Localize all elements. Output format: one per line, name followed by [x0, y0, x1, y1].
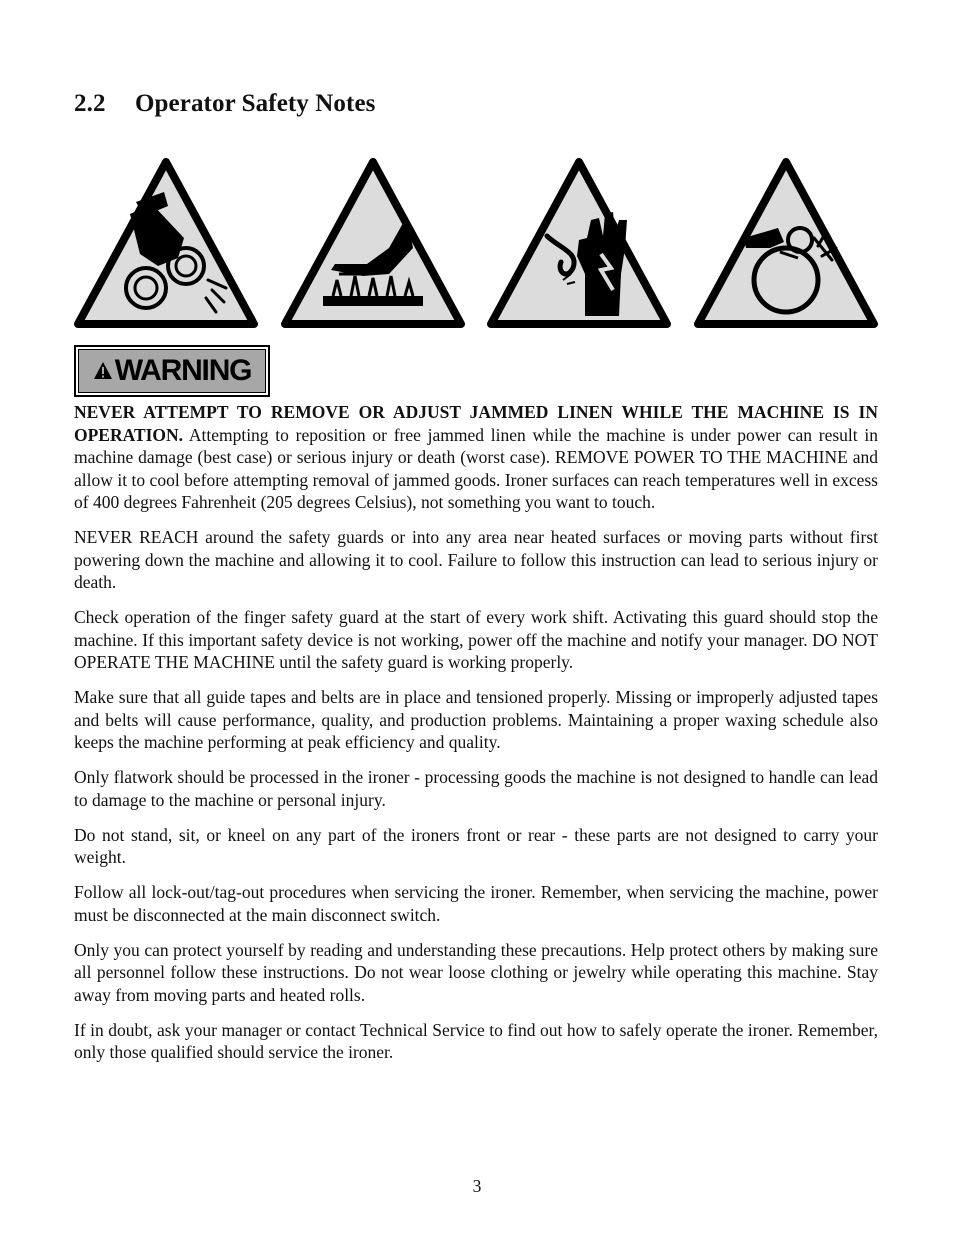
paragraph-9-text: If in doubt, ask your manager or contact Technical Service to find out how to safely operate the ironer. Remember, only those qualified should service the ironer.: [74, 1019, 878, 1062]
warning-label: WARNING: [114, 354, 252, 387]
safety-pictograms: [74, 156, 878, 330]
warning-sign: [74, 345, 270, 397]
paragraph-1-text: Attempting to reposition or free jammed linen while the machine is under power can result in machine damage (best case) or serious injury or death (worst case). REMOVE POWER TO THE MACHINE and allow it to cool before attempting removal of jammed goods. Ironer surfaces can reach temperatures well in excess of 400 degrees Fahrenheit (205 degrees Celsius), not something you want to touch.: [74, 424, 878, 512]
paragraph-8: [74, 939, 878, 1007]
page-title: [74, 90, 375, 118]
nip-point-roller-hand-icon: [694, 156, 878, 330]
warning-triangle-icon: [93, 361, 113, 381]
paragraph-3-text: Check operation of the finger safety guard at the start of every work shift. Activating this guard should stop the machine. If this important safety device is not working, power off the machine and notify your manager. DO NOT OPERATE THE MACHINE until the safety guard is working properly.: [74, 607, 878, 672]
paragraph-1: [74, 401, 878, 514]
paragraph-4-text: Make sure that all guide tapes and belts are in place and tensioned properly. Missing or improperly adjusted tapes and belts will cause performance, quality, and production problems. Maintaining a proper waxing schedule also keeps the machine performing at peak efficiency and quality.: [74, 687, 878, 752]
paragraph-5: [74, 766, 878, 811]
hand-entanglement-rollers-icon: [74, 156, 258, 330]
paragraph-9: [74, 1019, 878, 1064]
paragraph-1-bold: NEVER ATTEMPT TO REMOVE OR ADJUST JAMMED LINEN WHILE THE MACHINE IS IN OPERATION.: [74, 402, 878, 445]
paragraph-5-text: Only flatwork should be processed in the ironer - processing goods the machine is not designed to handle can lead to damage to the machine or personal injury.: [74, 767, 878, 810]
paragraph-2-text: NEVER REACH around the safety guards or into any area near heated surfaces or moving parts without first powering down the machine and allowing it to cool. Failure to follow this instruction can lead to serious injury or death.: [74, 527, 878, 592]
warning-sign-inner: [78, 349, 266, 393]
paragraph-3: [74, 606, 878, 674]
safety-notes-body: [74, 401, 878, 1076]
paragraph-7-text: Follow all lock-out/tag-out procedures when servicing the ironer. Remember, when servicing the machine, power must be disconnected at the main disconnect switch.: [74, 882, 878, 925]
section-number: 2.2: [74, 90, 106, 117]
paragraph-4: [74, 686, 878, 754]
paragraph-6: [74, 824, 878, 869]
section-title: Operator Safety Notes: [135, 90, 376, 117]
electric-shock-hand-icon: [487, 156, 671, 330]
paragraph-7: [74, 881, 878, 926]
paragraph-6-text: Do not stand, sit, or kneel on any part of the ironers front or rear - these parts are not designed to carry your weight.: [74, 824, 878, 867]
hot-surface-hand-icon: [281, 156, 465, 330]
page-number: 3: [472, 1176, 482, 1196]
paragraph-8-text: Only you can protect yourself by reading and understanding these precautions. Help protect others by making sure all personnel follow these instructions. Do not wear loose clothing or jewelry while operating this machine. Stay away from moving parts and heated rolls.: [74, 939, 878, 1005]
paragraph-2: [74, 526, 878, 594]
